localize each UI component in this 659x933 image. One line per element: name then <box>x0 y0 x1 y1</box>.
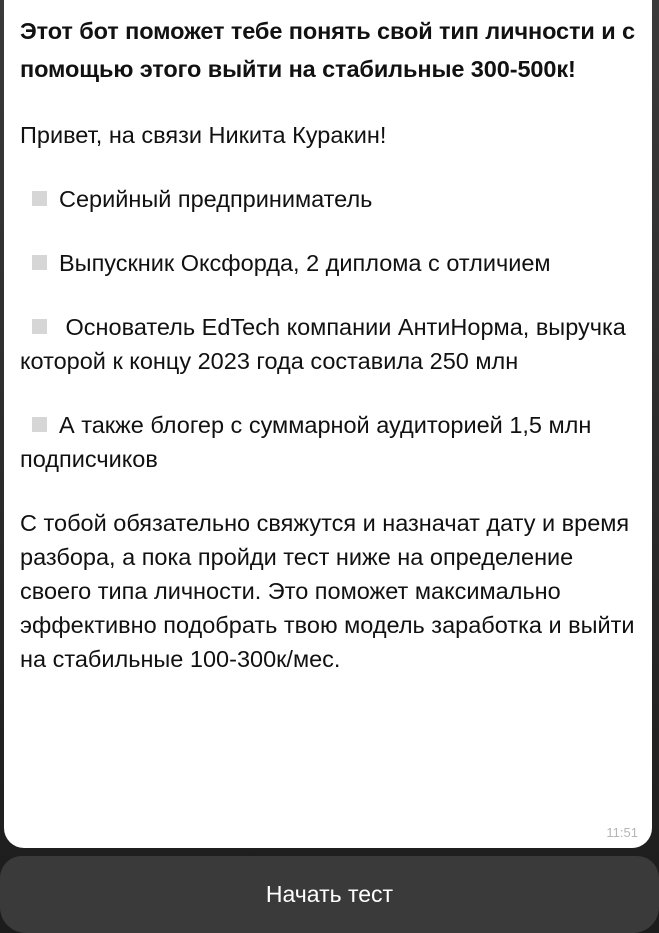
message-closing: С тобой обязательно свяжутся и назначат дату и время разбора, а пока пройди тест ниже на определение своего типа личности. Это поможет максимально эффективно подобрать твою модель заработка и выйти на стабильные 100-300к/мес. <box>20 510 635 672</box>
bullet-text: А также блогер с суммарной аудиторией 1,5 млн подписчиков <box>20 412 592 472</box>
square-bullet-icon <box>32 191 47 206</box>
bullet-item <box>20 408 638 476</box>
message-headline: Этот бот поможет тебе понять свой тип личности и с помощью этого выйти на стабильные 300-500к! <box>20 18 635 82</box>
message-timestamp: 11:51 <box>606 825 638 840</box>
message-greeting: Привет, на связи Никита Куракин! <box>20 122 387 148</box>
square-bullet-icon <box>32 417 47 432</box>
bullet-item <box>20 246 638 280</box>
bot-message-bubble <box>4 0 652 848</box>
bullet-text: Выпускник Оксфорда, 2 диплома с отличием <box>59 250 551 276</box>
bullet-item <box>20 182 638 216</box>
bullet-item <box>20 310 638 378</box>
bullet-text: Основатель EdTech компании АнтиНорма, выручка которой к концу 2023 года составила 250 млн <box>20 314 626 374</box>
square-bullet-icon <box>32 319 47 334</box>
square-bullet-icon <box>32 255 47 270</box>
bullet-text: Серийный предприниматель <box>59 186 373 212</box>
start-test-button[interactable]: Начать тест <box>0 856 659 933</box>
